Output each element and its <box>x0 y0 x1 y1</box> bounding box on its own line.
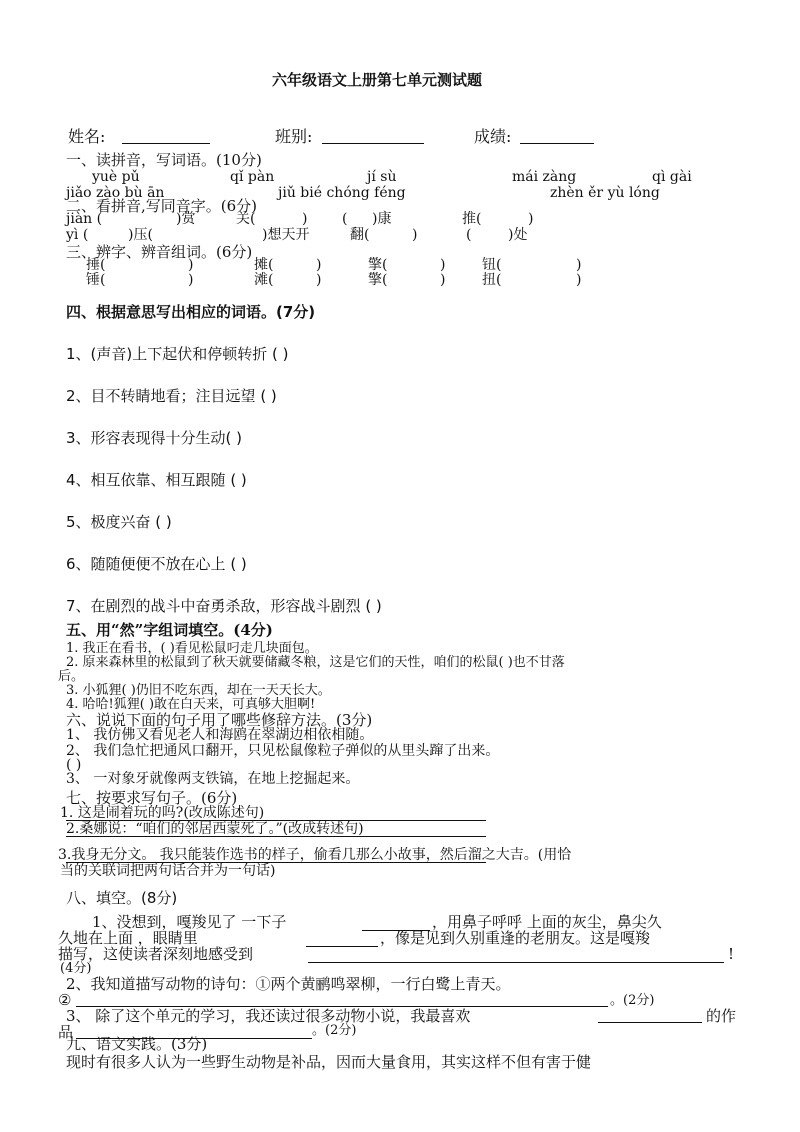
jian-tui: 推( <box>462 211 482 227</box>
tan-1: 摊( <box>254 257 274 273</box>
list-item: ( ) <box>66 757 82 773</box>
list-item: 6、随随便便不放在心上 ( ) <box>66 555 247 573</box>
section-4-heading: 四、根据意思写出相应的词语。(7分) <box>66 303 316 321</box>
fill-text: 描写，这使读者深刻地感受到 <box>58 945 254 963</box>
fill-text: 。(2分) <box>312 1023 357 1038</box>
list-item: 2. 原来森林里的松鼠到了秋天就要储藏冬粮，这是它们的天性，咱们的松鼠( )也不甘落 <box>66 655 565 670</box>
yi-chu-open: ( <box>466 227 472 243</box>
yi-fan-close: ) <box>412 227 418 243</box>
qing-2: 擎( <box>368 272 388 288</box>
list-item: 1、(声音)上下起伏和停顿转折 ( ) <box>66 345 289 363</box>
name-blank[interactable] <box>122 143 210 144</box>
jian-label: jiàn ( <box>66 211 103 227</box>
qing-2-close: ) <box>440 272 446 288</box>
qing-1: 擎( <box>368 257 388 273</box>
jian-shang: )赏 <box>176 211 196 227</box>
jian-guan-close: ) <box>302 211 308 227</box>
list-item: 后。 <box>58 669 85 684</box>
niu-1-close: ) <box>576 257 582 273</box>
pinyin-qipan: qǐ pàn <box>230 169 275 185</box>
chui-1: 捶( <box>86 257 106 273</box>
yi-xiangtiankai: )想天开 <box>262 227 310 243</box>
section-2-heading: 二、看拼音,写同音字。(6分) <box>66 197 258 215</box>
niu-2-close: ) <box>576 272 582 288</box>
fill-text: 2、我知道描写动物的诗句：①两个黄鹂鸣翠柳，一行白鹭上青天。 <box>66 975 511 993</box>
chui-1-close: ) <box>188 257 194 273</box>
niu-2: 扭( <box>482 272 502 288</box>
section-5-heading: 五、用“然”字组词填空。(4分) <box>66 621 273 639</box>
section-7-heading: 七、按要求写句子。(6分) <box>66 789 238 807</box>
list-item: 5、极度兴奋 ( ) <box>66 513 172 531</box>
qing-1-close: ) <box>440 257 446 273</box>
niu-1: 钮( <box>482 257 502 273</box>
pinyin-jiaozaobuan: jiǎo zào bù ān <box>66 185 165 201</box>
page-title: 六年级语文上册第七单元测试题 <box>272 71 483 89</box>
answer-line[interactable] <box>66 836 486 837</box>
section-9-heading: 九、语文实践。(3分) <box>66 1035 208 1053</box>
fill-text: ，像是见到久别重逢的老朋友。这是嘎羧 <box>380 929 651 947</box>
pinyin-jiubiechongfeng: jiǔ bié chóng féng <box>278 185 406 201</box>
section-1-heading: 一、读拼音，写词语。(10分) <box>66 151 262 169</box>
answer-blank[interactable] <box>598 1022 702 1023</box>
answer-blank[interactable] <box>308 962 724 963</box>
pinyin-jisu: jí sù <box>367 169 397 185</box>
list-item: 2、 我们急忙把通风口翻开，只见松鼠像粒子弹似的从里头蹿了出来。 <box>66 743 500 759</box>
list-item: 1. 这是闹着玩的吗?(改成陈述句) <box>60 805 265 821</box>
list-item: 3. 小狐狸( )仍旧不吃东西，却在一天天长大。 <box>66 683 331 698</box>
chui-2-close: ) <box>188 272 194 288</box>
answer-blank[interactable] <box>306 946 378 947</box>
score-label: 成绩: <box>474 127 512 146</box>
list-item: 7、在剧烈的战斗中奋勇杀敌，形容战斗剧烈 ( ) <box>66 597 382 615</box>
list-item: 3、形容表现得十分生动( ) <box>66 429 243 447</box>
yi-ya: )压( <box>128 227 153 243</box>
chui-2: 锤( <box>86 272 106 288</box>
fill-text: 的作 <box>706 1007 737 1025</box>
tan-2-close: ) <box>316 272 322 288</box>
list-item: 2、目不转睛地看；注目远望 ( ) <box>66 387 277 405</box>
pinyin-qigai: qì gài <box>652 169 692 185</box>
jian-kang: )康 <box>372 211 392 227</box>
tan-2: 滩( <box>254 272 274 288</box>
list-item: 2.桑娜说：“咱们的邻居西蒙死了。”(改成转述句) <box>66 821 364 837</box>
fill-text: 久地在上面 ，眼睛里 <box>58 929 198 947</box>
class-blank[interactable] <box>322 143 424 144</box>
fill-text: ! <box>728 945 735 963</box>
score-blank[interactable] <box>520 143 594 144</box>
tan-1-close: ) <box>316 257 322 273</box>
fill-text: 3、 除了这个单元的学习，我还读过很多动物小说，我最喜欢 <box>66 1007 471 1025</box>
pinyin-zhenyerulong: zhèn ěr yù lóng <box>550 185 660 201</box>
section-6-heading: 六、说说下面的句子用了哪些修辞方法。(3分) <box>66 711 373 729</box>
section-8-heading: 八、填空。(8分) <box>66 889 178 907</box>
list-item: 3.我身无分文。 我只能装作选书的样子，偷看几那么小故事，然后溜之大吉。(用恰 <box>58 847 572 863</box>
list-item: 1、 我仿佛又看见老人和海鸥在翠湖边相依相随。 <box>66 727 374 743</box>
pinyin-yuepu: yuè pǔ <box>92 169 140 185</box>
yi-chu: )处 <box>508 227 528 243</box>
jian-guan: 关( <box>236 211 256 227</box>
jian-kang-open: ( <box>342 211 348 227</box>
fill-text: 1、没想到，嘎羧见了 一下子 <box>92 913 287 931</box>
fill-text: ② <box>58 991 72 1009</box>
class-label: 班别: <box>275 127 313 146</box>
pinyin-maizang: mái zàng <box>512 169 577 185</box>
fill-text: 。(2分) <box>610 993 655 1008</box>
yi-label: yì ( <box>66 227 89 243</box>
yi-fan: 翻( <box>350 227 370 243</box>
fill-text: (4分) <box>60 961 92 976</box>
name-label: 姓名: <box>68 127 106 146</box>
fill-text: 品 <box>58 1023 74 1041</box>
list-item: 4、相互依靠、相互跟随 ( ) <box>66 471 247 489</box>
list-item: 3、 一对象牙就像两支铁镐，在地上挖掘起来。 <box>66 771 360 787</box>
list-item: 4. 哈哈!狐狸( )敢在白天来，可真够大胆啊! <box>66 697 316 712</box>
list-item: 当的关联词把两句话合并为一句话) <box>60 863 276 879</box>
paragraph: 现时有很多人认为一些野生动物是补品，因而大量食用，其实这样不但有害于健 <box>66 1053 592 1071</box>
list-item: 1. 我正在看书，( )看见松鼠叼走几块面包。 <box>66 641 318 656</box>
fill-text: ，用鼻子呼呼 上面的灰尘，鼻尖久 <box>432 913 662 931</box>
section-3-heading: 三、辨字、辨音组词。(6分) <box>66 243 253 261</box>
jian-tui-close: ) <box>528 211 534 227</box>
